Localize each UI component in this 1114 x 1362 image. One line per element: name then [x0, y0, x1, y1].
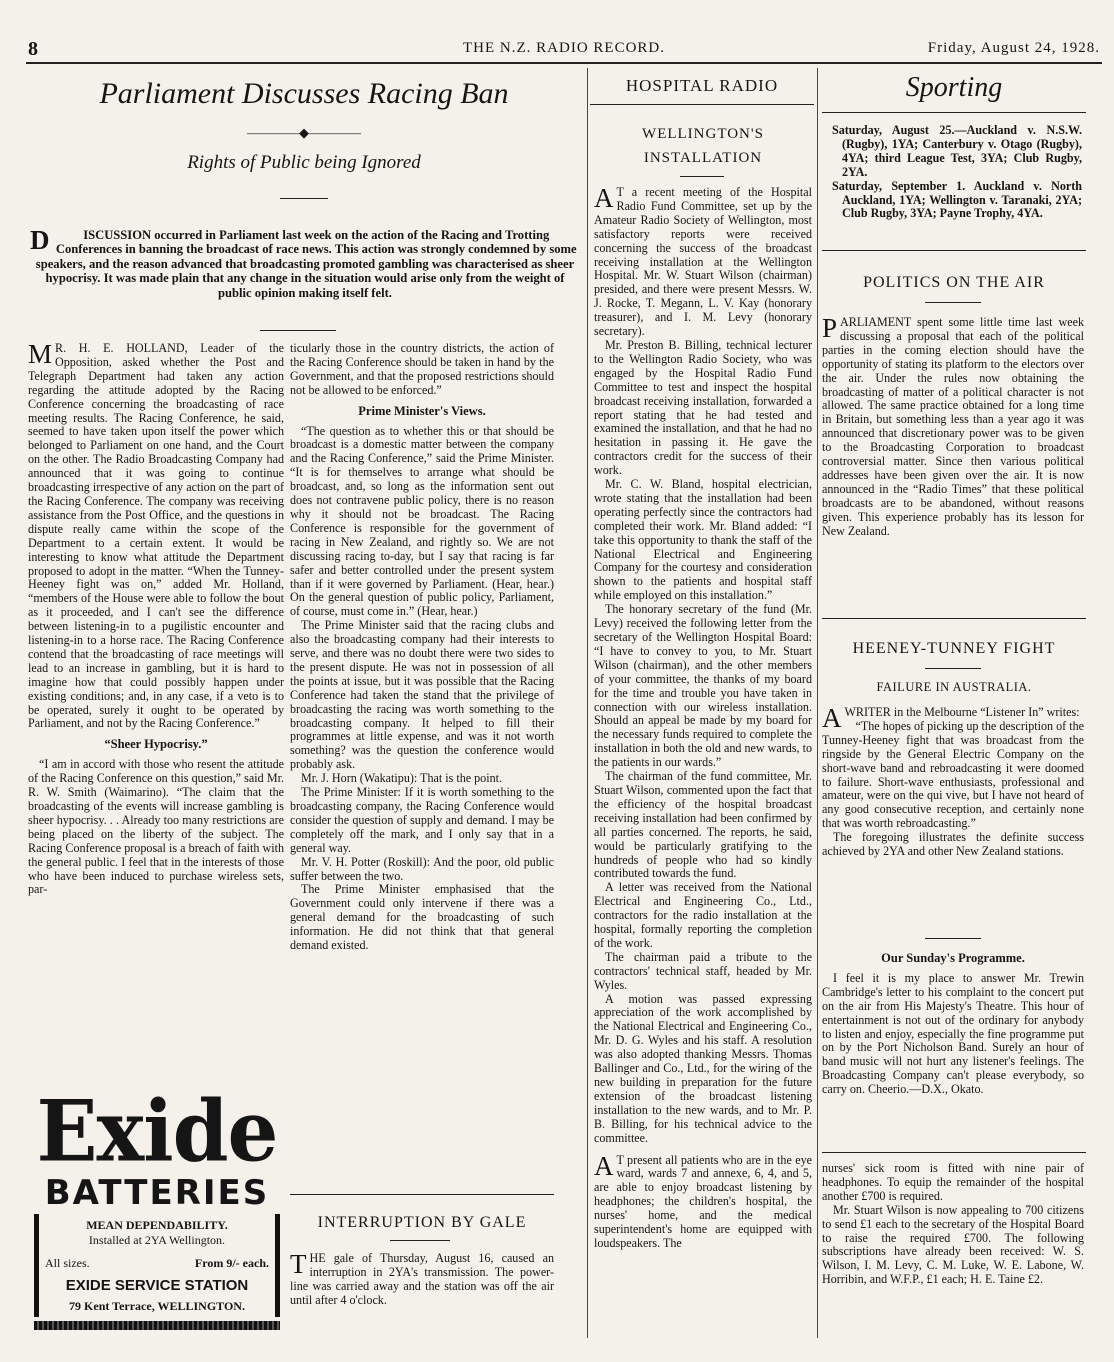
article-text: Mr. V. H. Potter (Roskill): And the poor, old public suffer between the two.: [290, 854, 554, 883]
divider: [260, 330, 336, 331]
ad-price: From 9/- each.: [194, 1256, 269, 1270]
article-text: The chairman of the fund committee, Mr. Stuart Wilson, commented upon the fact that the efficiency of the hospital broadcast receiving installation had been confirmed by all parties concerned. The reports, he said, would be particularly gratifying to the hundreds of people who had so kindly contributed towards the fund.: [594, 769, 812, 881]
article-text: Mr. J. Horn (Wakatipu): That is the point.: [301, 771, 503, 786]
article-text: Mr. C. W. Bland, hospital electrician, wrote stating that the installation had been operating perfectly since the contractors had completed their work. Mr. Bland added: “I take this opportunity to thank the staff of the National Electrical and Engineering Company for the courtesy and consideration shown to the patients and hospital staff while employed on this installation.”: [594, 477, 812, 603]
sporting-item: Saturday, September 1. Auckland v. North Auckland, 1YA; Wellington v. Taranaki, 2YA; Club Rugby, 3YA; Payne Trophy, 4YA.: [832, 178, 1082, 221]
exide-advert: [34, 1081, 280, 1334]
drop-cap: T: [290, 1249, 307, 1279]
article-text: The Prime Minister said that the racing clubs and also the broadcasting company had their interests to serve, and there was no doubt there were two sides to the present dispute. He was not in possession of all the points at issue, but it was possible that the Racing Conference had taken the stand that the privilege of broadcasting the racing was worth something to the broadcasting company. It helped to fill their programmes at little expense, and was it not worth something? was the question the conference would probably ask.: [290, 618, 554, 772]
gale-article: [290, 1249, 554, 1308]
article-text: T present all patients who are in the eye ward, wards 7 and annexe, 6, 4, and 5, are able to enjoy broadcast listening by headphones; the children's hospital, the nurses' home, and the medical superintendent's home are equipped with loudspeakers. The: [594, 1152, 812, 1250]
drop-cap: A: [594, 183, 614, 213]
racing-column-1: [28, 339, 284, 897]
column-rule: [587, 68, 588, 1338]
letter-title: Our Sunday's Programme.: [881, 951, 1025, 965]
gale-title: INTERRUPTION BY GALE: [317, 1214, 527, 1231]
politics-article: [822, 313, 1084, 539]
drop-cap: P: [822, 313, 838, 343]
article-text: nurses' sick room is fitted with nine pair of headphones. To equip the remainder of the hospital another £700 is required.: [822, 1161, 1084, 1203]
divider: [822, 112, 1086, 113]
divider: [590, 104, 814, 105]
section-subhead: “Sheer Hypocrisy.”: [104, 737, 208, 752]
divider: [925, 302, 981, 303]
article-text: The Prime Minister emphasised that the Government could only intervene if there was a general demand for the broadcasting of such information. He did not think that that general demand existed.: [290, 882, 554, 953]
racing-column-2: [290, 342, 554, 953]
article-text: The honorary secretary of the fund (Mr. Levy) received the following letter from the secretary of the Wellington Hospital Board: “I have to convey to you, to Mr. Stuart Wilson (chairman), and the other members of your committee, the thanks of my board for the time and trouble you have taken in connection with our wireless installation. Should an appeal be made by my board for the necessary funds required to complete the installation in both the old and new wards, to the patients in our wards.”: [594, 602, 812, 770]
drop-cap: D: [30, 225, 50, 255]
politics-title: POLITICS ON THE AIR: [863, 274, 1045, 291]
divider: [925, 668, 981, 669]
column-rule: [817, 68, 818, 1338]
divider: [680, 176, 724, 177]
article-text: WRITER in the Melbourne “Listener In” writes:: [844, 705, 1080, 719]
section-subhead: Prime Minister's Views.: [358, 403, 486, 418]
racing-subhead: Rights of Public being Ignored: [187, 152, 421, 173]
ad-border: [34, 1321, 280, 1330]
article-text: I feel it is my place to answer Mr. Trewin Cambridge's letter to his complaint to the concert put on the air from His Majesty's Theatre. This hour of entertainment is not out of the ordinary for anybody to listen and enjoy, especially the fine programme put on by the Port Nicholson Band. Surely an hour of band music will not hurt any listener's feelings. The Broadcasting Company can't please everybody, so carry on. Cheerio.—D.X., Okato.: [822, 970, 1084, 1097]
article-text: HE gale of Thursday, August 16, caused an interruption in 2YA's transmission. The power-line was carried away and the station was off the air until after 4 o'clock.: [290, 1251, 554, 1307]
fight-subtitle: FAILURE IN AUSTRALIA.: [876, 680, 1032, 694]
fight-article: [822, 703, 1084, 859]
article-text: ticularly those in the country districts, the action of the Racing Conference should be taken in hand by the Government, and that the proposed restrictions should not be allowed to be enforced.”: [290, 341, 554, 397]
drop-cap: A: [822, 703, 842, 733]
hospital-column: [594, 183, 812, 1251]
article-text: R. H. E. HOLLAND, Leader of the Opposition, asked whether the Post and Telegraph Department had taken any action regarding the attitude adopted by the Racing Conference concerning the broadcasting of race meeting results. The Racing Conference, he said, seemed to have taken upon itself the power which belonged to Parliament on one hand, and the Court on the other. The Radio Broadcasting Company had announced that it was going to continue broadcasting irrespective of any action on the part of the Racing Conference. The company was receiving assistance from the Post Office, and the questions in dispute really came within the scope of the Department to a certain extent. It would be interesting to know what attitude the Department proposed to adopt in the matter. “When the Tunney-Heeney fight was on,” added Mr. Holland, “members of the House were able to follow the bout as it proceeded, and I can't see the difference between listening-in to a pugilistic encounter and listening-in to a horse race. The Racing Conference contend that the broadcasting of race meetings will lead to an increase in gambling, but it is hard to imagine how that could possibly happen under existing conditions; and, in any case, if a veto is to be operated, surely it ought to be operated by Parliament, and not by the Racing Conference.”: [28, 341, 284, 731]
ad-address: 79 Kent Terrace, WELLINGTON.: [69, 1299, 245, 1313]
divider: [390, 1240, 450, 1241]
drop-cap: A: [594, 1150, 614, 1181]
article-text: The chairman paid a tribute to the contractors' technical staff, headed by Mr. Wyles.: [594, 949, 812, 992]
divider: [822, 250, 1086, 251]
hospital-title: HOSPITAL RADIO: [625, 76, 779, 95]
article-text: Mr. Stuart Wilson is now appealing to 700 citizens to send £1 each to the secretary of the Hospital Board to raise the required £700. The following subscriptions have already been received: W. S. Wilson, I. M. Levy, C. M. Luke, W. E. Labone, W. Horribin, and W.F.P., £1 each; H. E. Taine £2.: [822, 1202, 1084, 1287]
article-text: ARLIAMENT spent some little time last week discussing a proposal that each of the political parties in the coming election should have the opportunity of stating its platform to the electors over the air. Under the rules now obtaining the broadcasting of matter of a political character is not allowed. The same practice obtained for a long time in Britain, but something less than a year ago it was announced that discretionary power was to be given to the Broadcasting Corporation to broadcast controversial matter. Since then various political addresses have been given over the air. It is now announced in the “Radio Times” that these political broadcasts are to be abandoned, without reasons given. This experience probably has its lesson for New Zealand.: [822, 315, 1084, 538]
article-text: The foregoing illustrates the definite success achieved by 2YA and other New Zealand stations.: [822, 830, 1084, 859]
hospital-subtitle: WELLINGTON'S INSTALLATION: [642, 126, 764, 166]
sporting-list: [832, 124, 1082, 221]
divider: [280, 198, 328, 199]
ad-station: EXIDE SERVICE STATION: [65, 1277, 249, 1294]
exide-logo: Exide: [36, 1081, 278, 1181]
divider: [925, 938, 981, 939]
sunday-letter: [822, 952, 1084, 1097]
divider: [822, 1152, 1086, 1153]
ad-slogan: MEAN DEPENDABILITY.: [86, 1218, 228, 1232]
divider: [290, 1194, 554, 1195]
ad-sizes: All sizes.: [45, 1256, 90, 1270]
article-text: The Prime Minister: If it is worth something to the broadcasting company, the Racing Conference would consider the question of supply and demand. I may be completely off the mark, and I only say that in a general way.: [290, 785, 554, 855]
hospital-continued: [822, 1162, 1084, 1287]
article-text: “The hopes of picking up the description of the Tunney-Heeney fight that was broadcast from the ringside by the General Electric Company on the short-wave band and rebroadcasting it were doomed to failure. Short-wave enthusiasts, professional and amateur, were on the qui vive, but I have not heard of any good consecutive reception, and certainly none that was worth rebroadcasting.”: [822, 718, 1084, 831]
page-number: 8: [28, 38, 39, 60]
drop-cap: M: [28, 339, 53, 369]
ad-details: [34, 1214, 280, 1317]
divider: [822, 618, 1086, 619]
racing-intro: [30, 225, 580, 300]
fight-title: HEENEY-TUNNEY FIGHT: [852, 640, 1056, 657]
racing-header: [26, 74, 582, 207]
issue-date: Friday, August 24, 1928.: [927, 40, 1100, 56]
ornament-divider: ————◆————: [247, 125, 361, 140]
sporting-item: Saturday, August 25.—Auckland v. N.S.W. (Rugby), 1YA; Canterbury v. Otago (Rugby), 4YA; third League Test, 3YA; Club Rugby, 2YA.: [832, 123, 1082, 179]
paper-title: THE N.Z. RADIO RECORD.: [463, 40, 665, 56]
article-text: A motion was passed expressing appreciation of the work accomplished by the National Electrical and Engineering Co., Mr. D. G. Wyles and his staff. A resolution was also adopted thanking Messrs. Thomas Ballinger and Co., Ltd., for the wiring of the new building in preparation for the future extension of the broadcast listening installation to the new wards, and to Mr. P. B. Billing, for his technical advice to the committee.: [594, 991, 812, 1145]
article-text: T a recent meeting of the Hospital Radio Fund Committee, set up by the Amateur Radio Society of Wellington, most satisfactory reports were received concerning the success of the broadcast receiving installation at the Wellington Hospital. Mr. W. Stuart Wilson (chairman) presided, and there were present Messrs. W. J. Rocke, T. Megann, L. V. Kay (honorary treasurer), and I. M. Levy (honorary secretary).: [594, 185, 812, 339]
intro-text: ISCUSSION occurred in Parliament last week on the action of the Racing and Trotting Conferences in banning the broadcast of race news. This action was strongly condemned by some speakers, and the reason advanced that broadcasting promoted gambling was characterised as sheer hypocrisy. It was made plain that any change in the situation would arise only from the weight of public opinion making itself felt.: [35, 228, 577, 300]
ad-installed: Installed at 2YA Wellington.: [88, 1233, 226, 1247]
article-text: “I am in accord with those who resent the attitude of the Racing Conference on this question,” said Mr. R. W. Smith (Waimarino). “The claim that the broadcasting of the events will increase gambling is sheer hypocrisy. . . Already too many restrictions are being placed on the liberty of the subject. The Racing Conference proposal is a breach of faith with the general public. I feel that in the interests of those who have been induced to purchase wireless sets, par-: [28, 757, 284, 897]
article-text: A letter was received from the National Electrical and Engineering Co., Ltd., contractors for the radio installation at the hospital, formally reporting the completion of the work.: [594, 880, 812, 950]
article-text: Mr. Preston B. Billing, technical lecturer to the Wellington Radio Society, who was engaged by the Hospital Radio Fund Committee to test and inspect the hospital broadcast receiving installation, forwarded a report stating that he had tested and examined the installation, and that he had no hesitation in passing it. He gave the contractors credit for the success of their work.: [594, 337, 812, 478]
masthead-rule: [26, 62, 1102, 64]
racing-headline: Parliament Discusses Racing Ban: [99, 77, 509, 110]
ad-product: BATTERIES: [44, 1173, 270, 1213]
sporting-title: Sporting: [905, 72, 1003, 103]
article-text: “The question as to whether this or that should be broadcast is a domestic matter between the company and the Racing Conference,” said the Prime Minister. “It is for themselves to arrange what should be broadcast, and, so long as the information sent out does not contravene public policy, there is no reason why it should not be broadcast. The Racing Conference is responsible for the government of racing in New Zealand, and rightly so. We are not discussing racing to-day, but I say that racing is far safer and better controlled under the present system than if it were governed by Parliament. (Hear, hear.) On the general question of public policy, Parliament, of course, must come in.” (Hear, hear.): [290, 423, 554, 619]
